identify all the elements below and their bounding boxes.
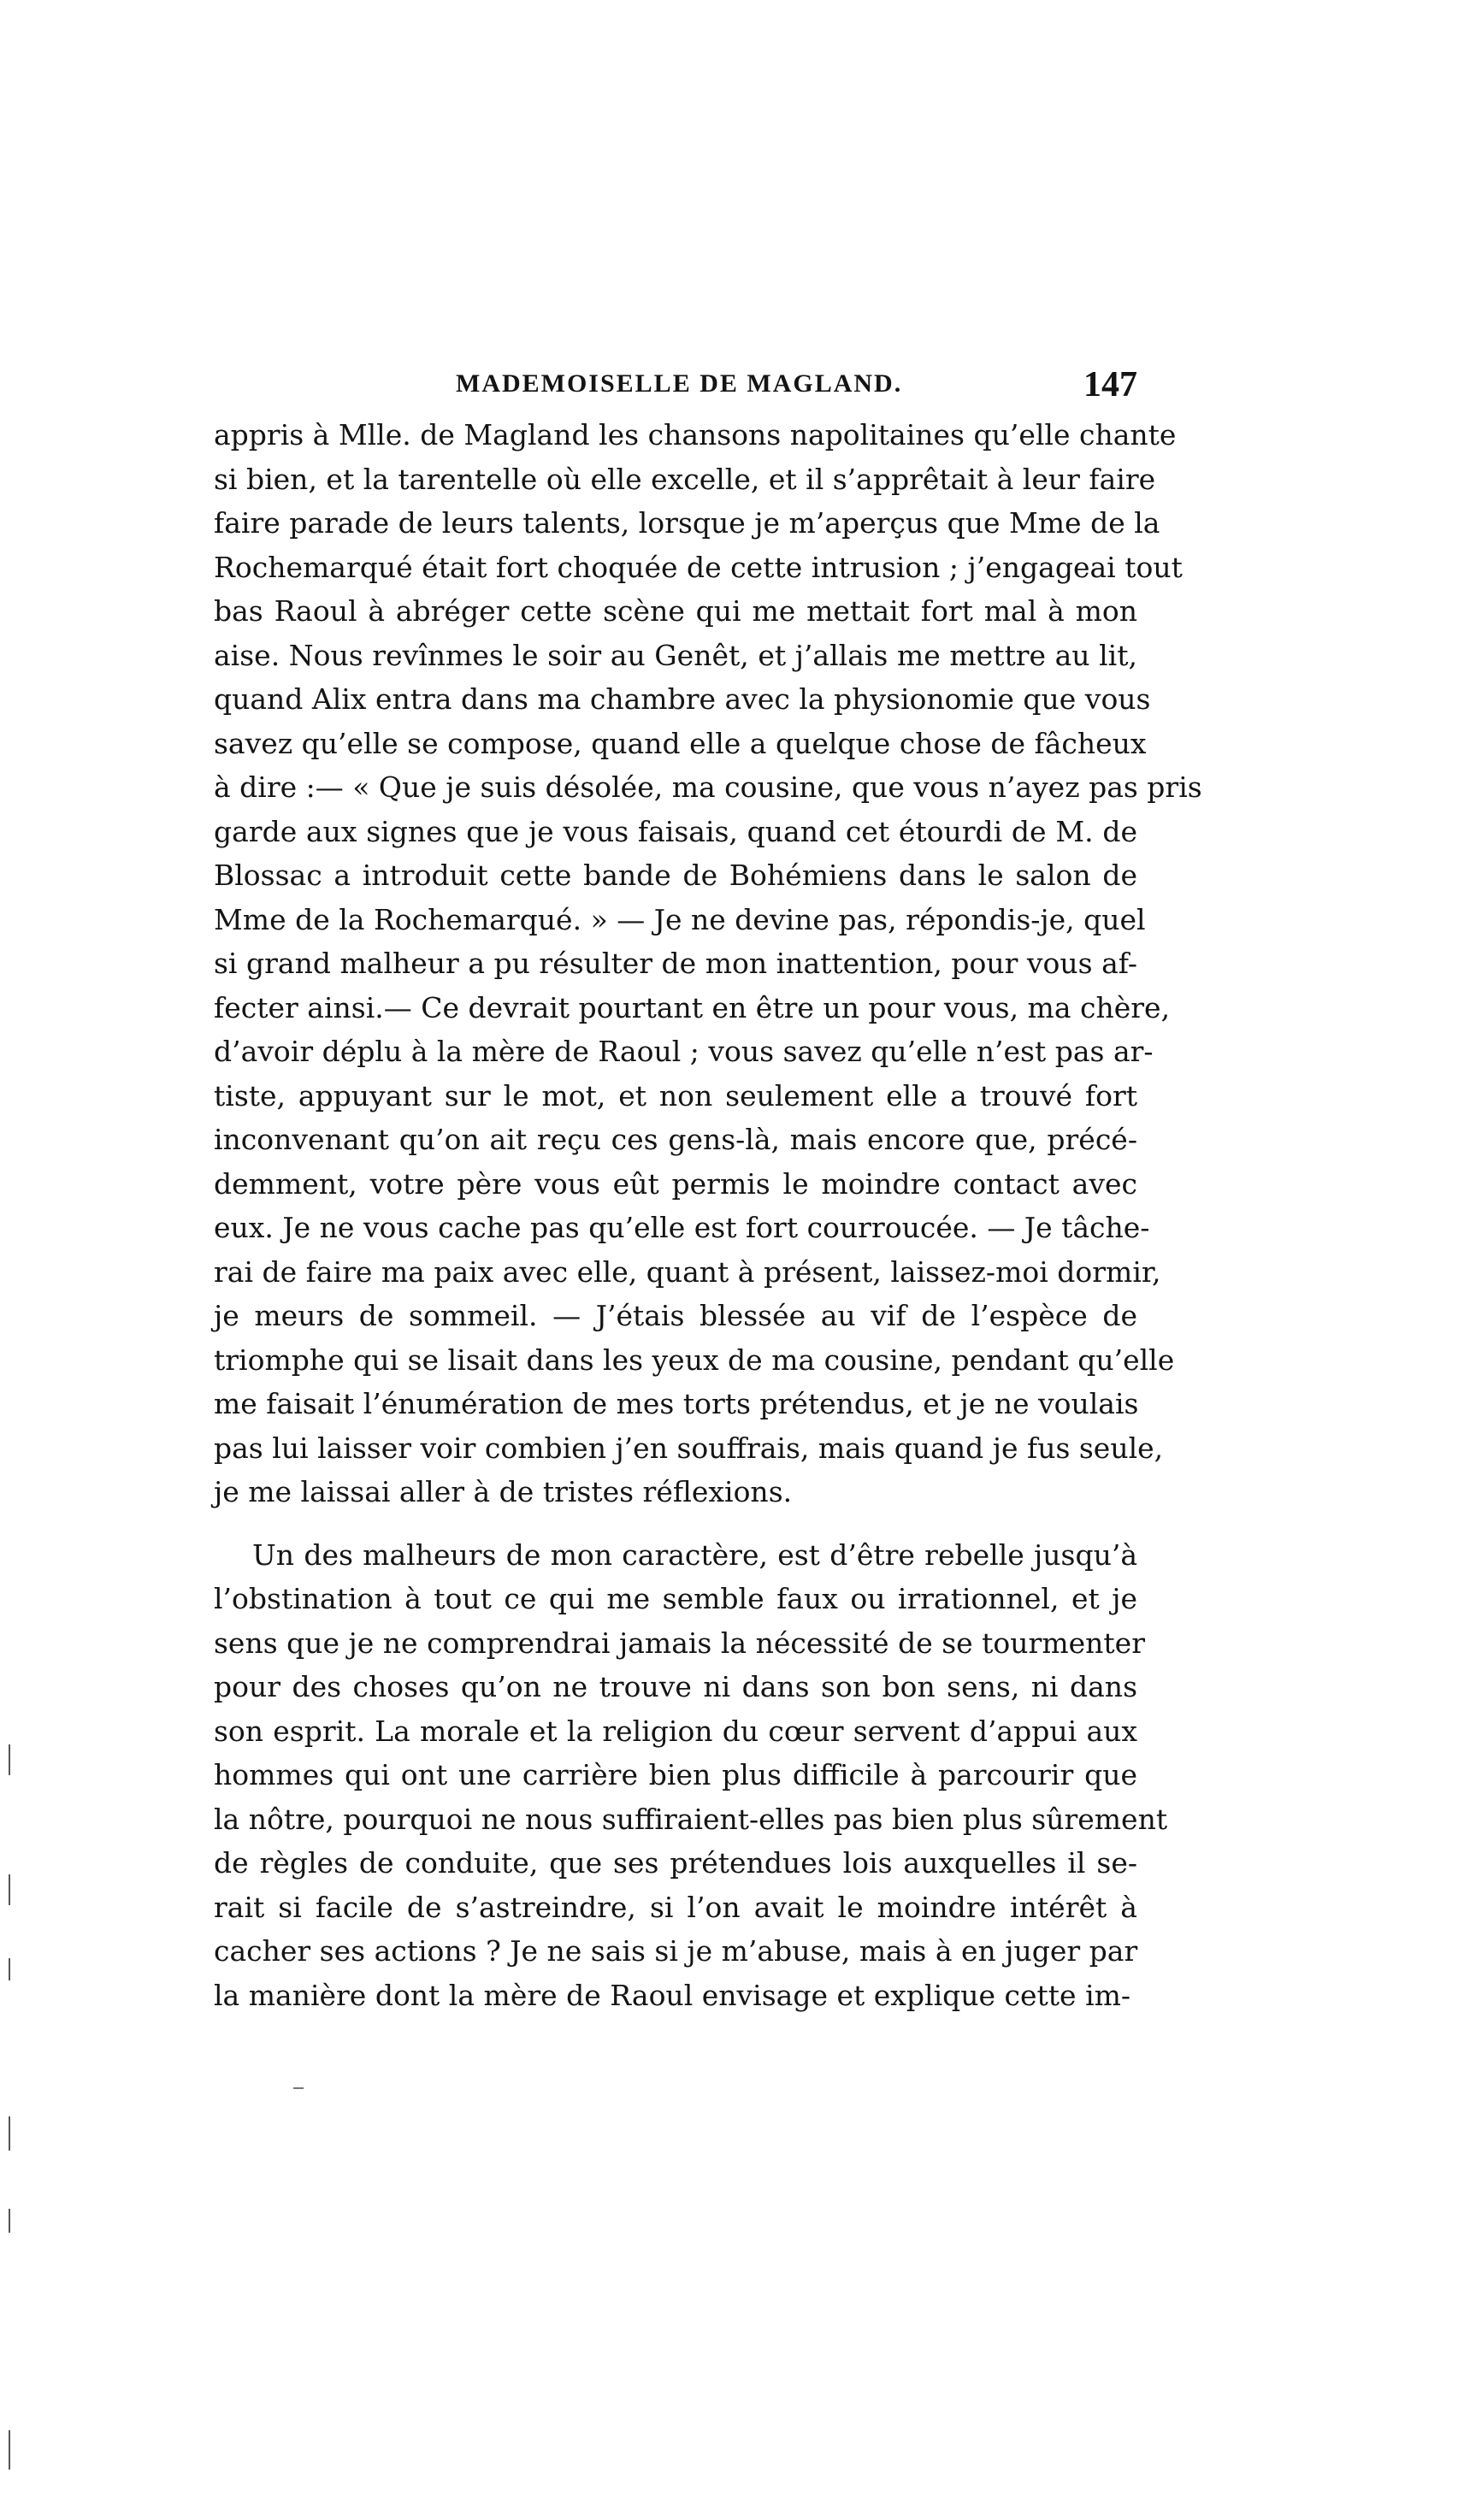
text-line: fecter ainsi.— Ce devrait pourtant en être un pour vous, ma chère,: [214, 990, 1171, 1024]
text-line: appris à Mlle. de Magland les chansons napolitaines qu’elle chante: [214, 418, 1177, 451]
text-line: garde aux signes que je vous faisais, quand cet étourdi de M. de: [214, 814, 1137, 848]
running-head: MADEMOISELLE DE MAGLAND.: [456, 369, 903, 398]
text-line: bas Raoul à abréger cette scène qui me mettait fort mal à mon: [214, 594, 1137, 628]
text-line: je me laissai aller à de tristes réflexions.: [214, 1475, 793, 1508]
text-line: sens que je ne comprendrai jamais la nécessité de se tourmenter: [214, 1626, 1145, 1660]
text-line: me faisait l’énumération de mes torts prétendus, et je ne voulais: [214, 1387, 1139, 1420]
text-line: Rochemarqué était fort choquée de cette intrusion ; j’engageai tout: [214, 550, 1183, 584]
text-line: la nôtre, pourquoi ne nous suffiraient-elles pas bien plus sûrement: [214, 1802, 1168, 1836]
paragraph: [214, 1533, 1168, 2018]
scan-mark: [9, 1958, 10, 1980]
text-line: pour des choses qu’on ne trouve ni dans son bon sens, ni dans: [214, 1670, 1137, 1703]
scan-mark: [9, 1874, 10, 1905]
page-number: 147: [1083, 365, 1137, 404]
scan-mark: [9, 1744, 10, 1775]
scan-mark: [9, 2430, 10, 2470]
text-line: cacher ses actions ? Je ne sais si je m’abuse, mais à en juger par: [214, 1934, 1138, 1968]
text-line: demment, votre père vous eût permis le moindre contact avec: [214, 1166, 1137, 1201]
text-line: Blossac a introduit cette bande de Bohémiens dans le salon de: [214, 859, 1137, 892]
text-line: tiste, appuyant sur le mot, et non seulement elle a trouvé fort: [214, 1078, 1137, 1112]
text-line: d’avoir déplu à la mère de Raoul ; vous savez qu’elle n’est pas ar-: [214, 1035, 1154, 1068]
text-line: rait si facile de s’astreindre, si l’on avait le moindre intérêt à: [214, 1890, 1137, 1924]
text-line: faire parade de leurs talents, lorsque je m’aperçus que Mme de la: [214, 506, 1160, 540]
scan-mark: [9, 2116, 10, 2151]
text-line: Un des malheurs de mon caractère, est d’être rebelle jusqu’à: [252, 1537, 1137, 1572]
text-line: hommes qui ont une carrière bien plus difficile à parcourir que: [214, 1758, 1137, 1791]
text-line: inconvenant qu’on ait reçu ces gens-là, mais encore que, précé-: [214, 1123, 1137, 1156]
text-line: je meurs de sommeil. — J’étais blessée au vif de l’espèce de: [214, 1299, 1137, 1332]
text-line: à dire :— « Que je suis désolée, ma cousine, que vous n’ayez pas pris: [214, 770, 1202, 804]
scan-margin-marks: [9, 0, 15, 2520]
text-line: de règles de conduite, que ses prétendues lois auxquelles il se-: [214, 1846, 1137, 1880]
text-line: pas lui laisser voir combien j’en souffrais, mais quand je fus seule,: [214, 1431, 1164, 1465]
page-header: [214, 364, 1137, 416]
body-text: [214, 413, 1202, 2017]
text-line: la manière dont la mère de Raoul envisage et explique cette im-: [214, 1978, 1131, 2012]
paragraph-gap: [214, 1514, 1137, 1533]
text-line: triomphe qui se lisait dans les yeux de ma cousine, pendant qu’elle: [214, 1343, 1175, 1377]
scan-dash: [293, 2087, 304, 2089]
text-line: eux. Je ne vous cache pas qu’elle est fort courroucée. — Je tâche-: [214, 1211, 1150, 1244]
text-line: rai de faire ma paix avec elle, quant à présent, laissez-moi dormir,: [214, 1254, 1161, 1289]
paragraph: [214, 413, 1202, 1514]
text-line: Mme de la Rochemarqué. » — Je ne devine pas, répondis-je, quel: [214, 902, 1146, 936]
text-line: savez qu’elle se compose, quand elle a quelque chose de fâcheux: [214, 726, 1147, 760]
text-line: aise. Nous revînmes le soir au Genêt, et j’allais me mettre au lit,: [214, 638, 1137, 672]
text-line: l’obstination à tout ce qui me semble faux ou irrationnel, et je: [214, 1582, 1137, 1615]
text-line: son esprit. La morale et la religion du cœur servent d’appui aux: [214, 1714, 1137, 1748]
scan-mark: [9, 2209, 10, 2233]
text-line: si grand malheur a pu résulter de mon inattention, pour vous af-: [214, 947, 1137, 980]
text-line: quand Alix entra dans ma chambre avec la physionomie que vous: [214, 682, 1151, 716]
text-line: si bien, et la tarentelle où elle excelle, et il s’apprêtait à leur faire: [214, 462, 1156, 496]
